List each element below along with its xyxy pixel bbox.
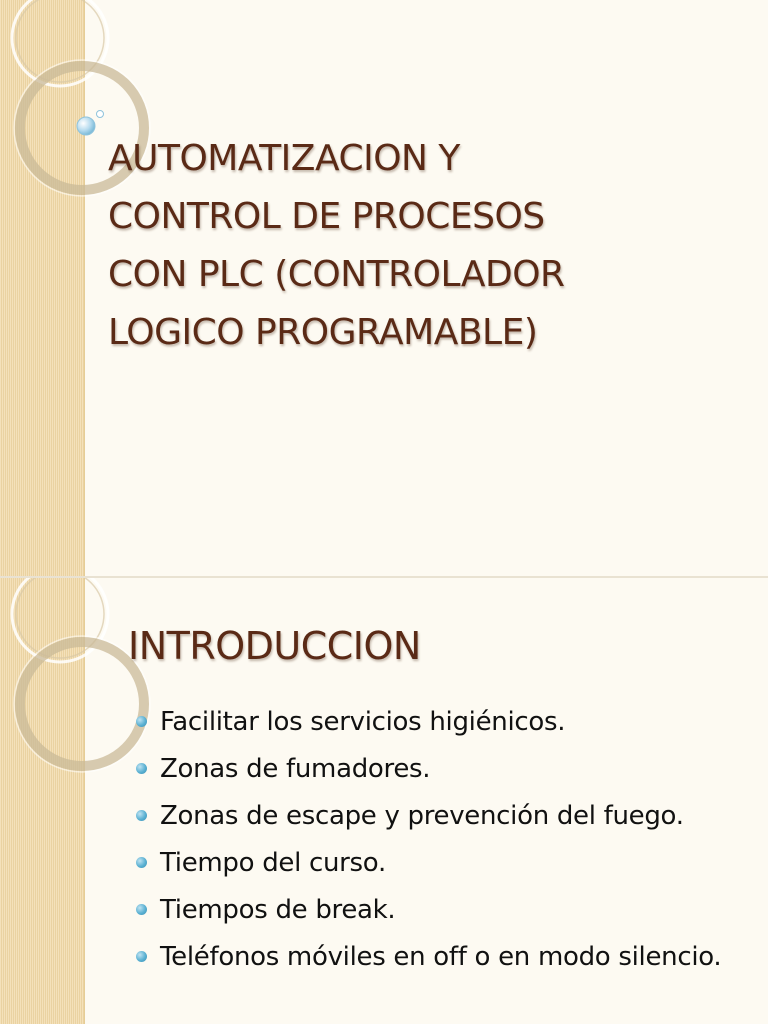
title-line: LOGICO PROGRAMABLE) bbox=[108, 312, 538, 353]
title-line: CONTROL DE PROCESOS bbox=[108, 196, 545, 237]
list-item: Tiempos de break. bbox=[132, 890, 732, 930]
intro-slide bbox=[0, 578, 768, 1024]
list-item: Tiempo del curso. bbox=[132, 843, 732, 883]
list-item: Facilitar los servicios higiénicos. bbox=[132, 702, 732, 742]
section-heading: INTRODUCCION bbox=[128, 624, 421, 668]
list-item: Zonas de fumadores. bbox=[132, 749, 732, 789]
small-bubble-icon bbox=[97, 111, 104, 118]
title-line: AUTOMATIZACION Y bbox=[108, 138, 460, 179]
slide-title bbox=[108, 130, 748, 362]
list-item: Teléfonos móviles en off o en modo silencio. bbox=[132, 937, 732, 977]
bullet-list bbox=[132, 702, 732, 984]
bubble-icon bbox=[77, 117, 95, 135]
title-line: CON PLC (CONTROLADOR bbox=[108, 254, 565, 295]
list-item: Zonas de escape y prevención del fuego. bbox=[132, 796, 732, 836]
